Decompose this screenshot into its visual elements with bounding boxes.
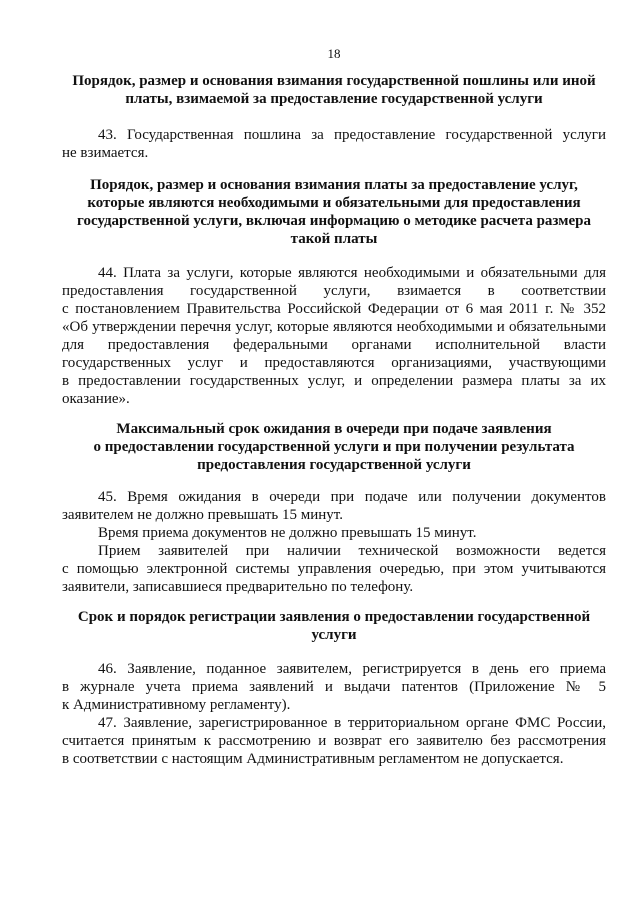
paragraph-43: 43. Государственная пошлина за предоставление государственной услуги не взимается.: [62, 127, 606, 161]
section-heading-service-fees: Порядок, размер и основания взимания платы за предоставление услуг, которые являются необходимыми и обязательными для предоставления государственной услуги, включая информацию о методике расчета размера такой платы: [77, 177, 591, 247]
paragraph-47: 47. Заявление, зарегистрированное в территориальном органе ФМС России, считается принятым к рассмотрению и возврат его заявителю без рассмотрения в соответствии с настоящим Административным регламентом не допускается.: [62, 715, 606, 767]
section-heading-queue-time: Максимальный срок ожидания в очереди при подаче заявления о предоставлении государственной услуги и при получении результата предоставления государственной услуги: [93, 421, 575, 473]
section-heading-registration: Срок и порядок регистрации заявления о предоставлении государственной услуги: [77, 609, 591, 643]
paragraph-45: 45. Время ожидания в очереди при подаче или получении документов заявителем не должно превышать 15 минут.: [62, 489, 606, 523]
section-heading-fees: Порядок, размер и основания взимания государственной пошлины или иной платы, взимаемой за предоставление государственной услуги: [72, 73, 596, 107]
paragraph-44: 44. Плата за услуги, которые являются необходимыми и обязательными для предоставления государственной услуги, взимается в соответствии с постановлением Правительства Российской Федерации от 6 мая 2011 г. № 352 «Об утверждении перечня услуг, которые являются необходимыми и обязательными для предоставления федеральными органами исполнительной власти государственных услуг и предоставляются организациями, участвующими в предоставлении государственных услуг, и определении размера платы за их оказание».: [62, 265, 606, 407]
paragraph-46: 46. Заявление, поданное заявителем, регистрируется в день его приема в журнале учета приема заявлений и выдачи патентов (Приложение № 5 к Административному регламенту).: [62, 661, 606, 713]
paragraph-45-reception-time: Время приема документов не должно превышать 15 минут.: [98, 525, 477, 541]
document-page: [62, 0, 606, 905]
paragraph-45-electronic-queue: Прием заявителей при наличии технической возможности ведется с помощью электронной системы управления очередью, при этом учитываются заявители, записавшиеся предварительно по телефону.: [62, 543, 606, 595]
page-number: 18: [327, 46, 341, 61]
